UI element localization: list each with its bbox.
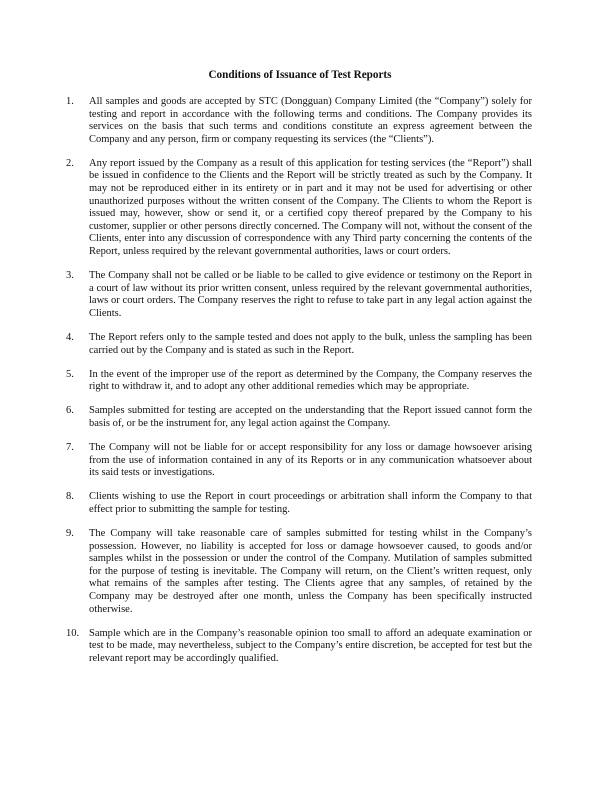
term-item-5 [66, 369, 532, 394]
term-text: All samples and goods are accepted by STC (Dongguan) Company Limited (the “Company”) solely for testing and report in accordance with the following terms and conditions. The Company provides its services on the basis that such terms and conditions constitute an express agreement between the Company and any person, firm or company requesting its services (the “Clients”). [89, 96, 532, 145]
term-number: 7. [66, 442, 74, 454]
page-title: Conditions of Issuance of Test Reports [208, 69, 392, 81]
term-text: The Company will take reasonable care of samples submitted for testing whilst in the Company’s possession. However, no liability is accepted for loss or damage howsoever caused, to goods and/or samples whilst in the possession or under the control of the Company. Mutilation of samples submitted for the purpose of testing is inevitable. The Company will return, on the Client’s written request, only what remains of the samples after testing. The Clients agree that any samples, of retained by the Company may be destroyed after one month, unless the Company has been specifically instructed otherwise. [89, 528, 532, 615]
term-number: 3. [66, 270, 74, 282]
term-number: 1. [66, 96, 74, 107]
term-text: Samples submitted for testing are accepted on the understanding that the Report issued cannot form the basis of, or be the instrument for, any legal action against the Company. [89, 405, 532, 429]
term-number: 10. [66, 627, 80, 639]
term-text: Clients wishing to use the Report in court proceedings or arbitration shall inform the Company to that effect prior to submitting the sample for testing. [89, 491, 532, 515]
term-item-8 [66, 491, 532, 516]
term-item-7 [66, 442, 532, 480]
term-number: 4. [66, 332, 74, 343]
term-item-3 [66, 270, 532, 320]
term-item-9 [66, 528, 532, 616]
term-item-6 [66, 405, 532, 430]
term-item-1 [66, 96, 532, 146]
term-number: 2. [66, 157, 74, 169]
term-text: In the event of the improper use of the report as determined by the Company, the Company reserves the right to withdraw it, and to adopt any other additional remedies which may be appropriate. [89, 368, 532, 393]
term-number: 6. [66, 405, 74, 417]
term-number: 8. [66, 491, 74, 503]
term-item-4 [66, 332, 532, 357]
terms-list [66, 96, 532, 677]
term-item-10 [66, 628, 532, 666]
term-text: The Company shall not be called or be liable to be called to give evidence or testimony on the Report in a court of law without its prior written consent, unless required by the relevant governmental authorities, laws or court orders. The Company reserves the right to refuse to take part in any legal action against the Clients. [89, 270, 532, 319]
term-number: 5. [66, 368, 74, 380]
term-text: The Company will not be liable for or accept responsibility for any loss or damage howsoever arising from the use of information contained in any of its Reports or in any communication whatsoever about its said tests or investigations. [89, 442, 532, 479]
term-item-2 [66, 158, 532, 259]
term-number: 9. [66, 528, 74, 540]
term-text: The Report refers only to the sample tested and does not apply to the bulk, unless the sampling has been carried out by the Company and is stated as such in the Report. [89, 332, 532, 356]
term-text: Any report issued by the Company as a result of this application for testing services (the “Report”) shall be issued in confidence to the Clients and the Report will be strictly treated as such by the Company. It may not be reproduced either in its entirety or in part and it may not be used for advertising or other unauthorized purposes without the written consent of the Company. The Clients to whom the Report is issued may, however, show or send it, or a certified copy thereof prepared by the Company to his customer, supplier or other persons directly concerned. The Company will not, without the consent of the Clients, enter into any discussion of correspondence with any Third party concerning the contents of the Report, unless required by the relevant governmental authorities, laws or court orders. [89, 157, 532, 258]
term-text: Sample which are in the Company’s reasonable opinion too small to afford an adequate examination or test to be made, may nevertheless, subject to the Company’s entire discretion, be accepted for test but the relevant report may be accordingly qualified. [89, 627, 532, 664]
